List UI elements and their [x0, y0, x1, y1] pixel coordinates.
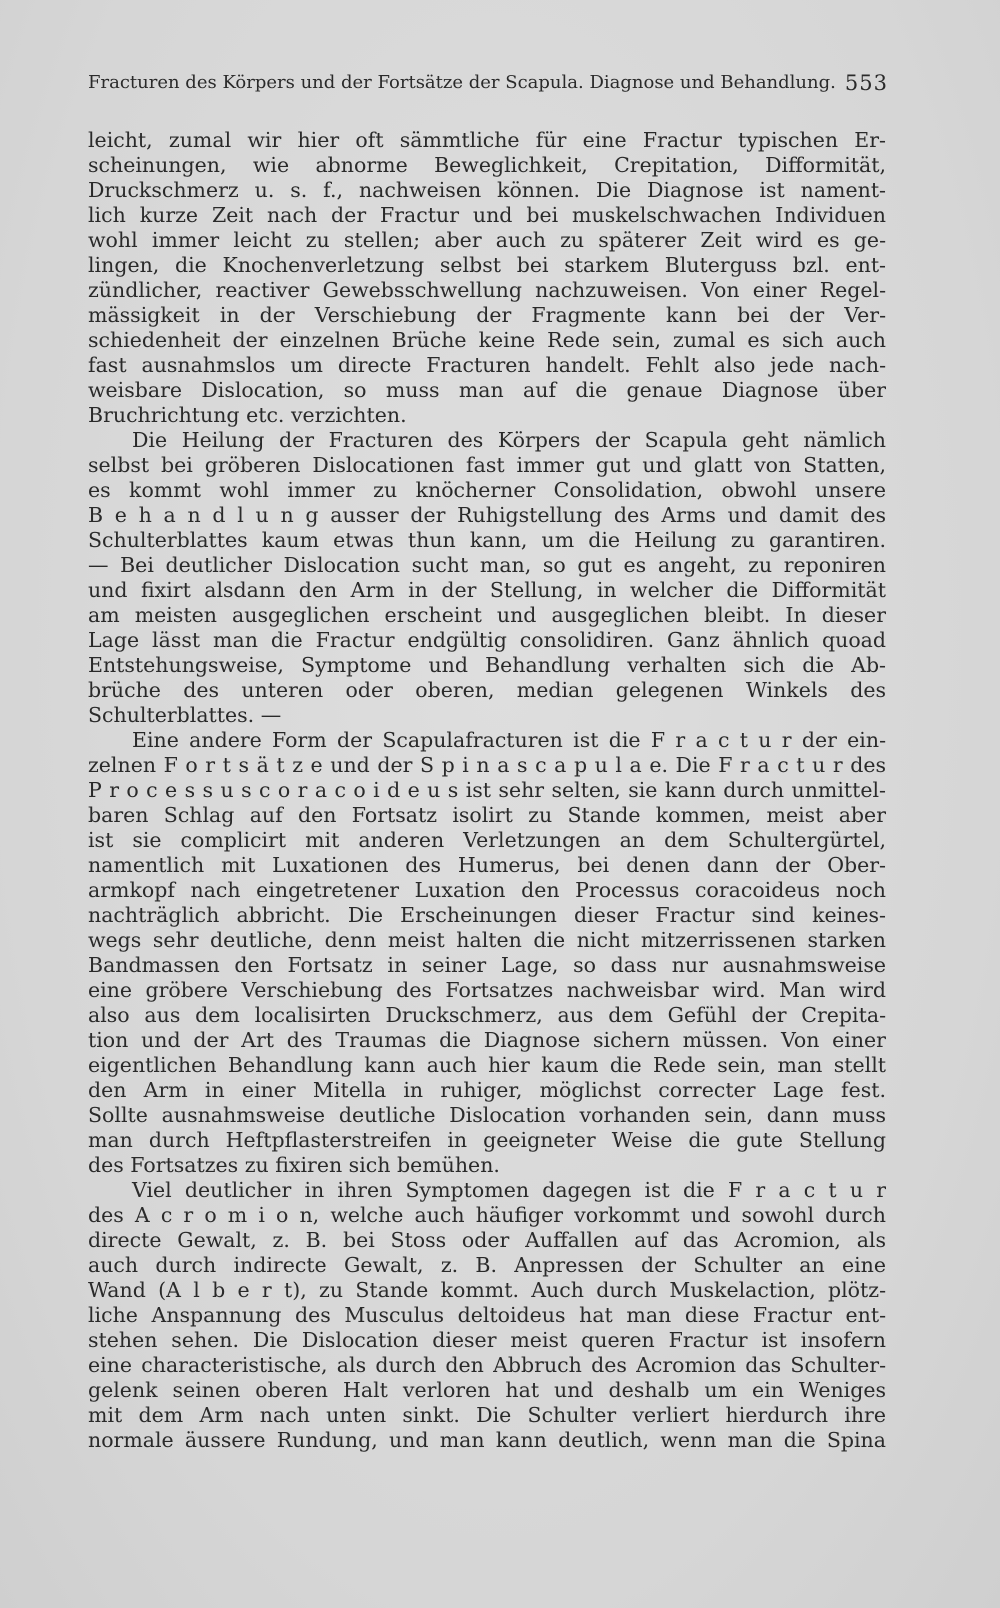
text-line: lingen, die Knochenverletzung selbst bei starkem Bluterguss bzl. ent-: [88, 253, 886, 277]
text-line: Schulterblattes. —: [88, 703, 282, 727]
text-line: B e h a n d l u n g ausser der Ruhigstellung des Arms und damit des: [88, 503, 886, 527]
body-text: [88, 128, 886, 1453]
text-line: zündlicher, reactiver Gewebsschwellung nachzuweisen. Von einer Regel-: [88, 278, 886, 302]
text-line: Bandmassen den Fortsatz in seiner Lage, so dass nur ausnahmsweise: [88, 953, 886, 977]
text-line: weisbare Dislocation, so muss man auf die genaue Diagnose über: [88, 378, 886, 402]
text-line: Bruchrichtung etc. verzichten.: [88, 403, 407, 427]
text-line: wohl immer leicht zu stellen; aber auch zu späterer Zeit wird es ge-: [88, 228, 886, 252]
text-line: auch durch indirecte Gewalt, z. B. Anpressen der Schulter an eine: [88, 1253, 886, 1277]
text-line: armkopf nach eingetretener Luxation den Processus coracoideus noch: [88, 878, 886, 902]
text-line: namentlich mit Luxationen des Humerus, bei denen dann der Ober-: [88, 853, 886, 877]
text-line: lich kurze Zeit nach der Fractur und bei muskelschwachen Individuen: [88, 203, 886, 227]
text-line: Sollte ausnahmsweise deutliche Dislocation vorhanden sein, dann muss: [88, 1103, 886, 1127]
text-line: nachträglich abbricht. Die Erscheinungen dieser Fractur sind keines-: [88, 903, 886, 927]
text-line: zelnen F o r t s ä t z e und der S p i n a s c a p u l a e. Die F r a c t u r des: [88, 753, 886, 777]
text-line: gelenk seinen oberen Halt verloren hat und deshalb um ein Weniges: [88, 1378, 886, 1402]
text-line: den Arm in einer Mitella in ruhiger, möglichst correcter Lage fest.: [88, 1078, 886, 1102]
page-number: 553: [844, 71, 888, 95]
text-line: man durch Heftpflasterstreifen in geeigneter Weise die gute Stellung: [88, 1128, 886, 1152]
text-line: P r o c e s s u s c o r a c o i d e u s ist sehr selten, sie kann durch unmittel-: [88, 778, 886, 802]
text-line: Wand (A l b e r t), zu Stande kommt. Auch durch Muskelaction, plötz-: [88, 1278, 886, 1302]
text-line: brüche des unteren oder oberen, median gelegenen Winkels des: [88, 678, 886, 702]
text-line: Die Heilung der Fracturen des Körpers der Scapula geht nämlich: [132, 428, 886, 452]
text-line: Entstehungsweise, Symptome und Behandlung verhalten sich die Ab-: [88, 653, 886, 677]
text-line: Eine andere Form der Scapulafracturen ist die F r a c t u r der ein-: [132, 728, 886, 752]
text-line: scheinungen, wie abnorme Beweglichkeit, Crepitation, Difformität,: [88, 153, 886, 177]
text-line: Druckschmerz u. s. f., nachweisen können. Die Diagnose ist nament-: [88, 178, 886, 202]
text-line: mit dem Arm nach unten sinkt. Die Schulter verliert hierdurch ihre: [88, 1403, 886, 1427]
text-line: eine gröbere Verschiebung des Fortsatzes nachweisbar wird. Man wird: [88, 978, 886, 1002]
text-line: wegs sehr deutliche, denn meist halten die nicht mitzerrissenen starken: [88, 928, 886, 952]
text-line: ist sie complicirt mit anderen Verletzungen an dem Schultergürtel,: [88, 828, 886, 852]
text-line: leicht, zumal wir hier oft sämmtliche für eine Fractur typischen Er-: [88, 128, 886, 152]
text-line: Schulterblattes kaum etwas thun kann, um die Heilung zu garantiren.: [88, 528, 886, 552]
text-line: fast ausnahmslos um directe Fracturen handelt. Fehlt also jede nach-: [88, 353, 886, 377]
text-line: mässigkeit in der Verschiebung der Fragmente kann bei der Ver-: [88, 303, 886, 327]
text-line: eine characteristische, als durch den Abbruch des Acromion das Schulter-: [88, 1353, 886, 1377]
running-header: [88, 68, 888, 98]
text-line: des A c r o m i o n, welche auch häufiger vorkommt und sowohl durch: [88, 1203, 886, 1227]
text-line: eigentlichen Behandlung kann auch hier kaum die Rede sein, man stellt: [88, 1053, 886, 1077]
text-line: also aus dem localisirten Druckschmerz, aus dem Gefühl der Crepita-: [88, 1003, 886, 1027]
text-line: tion und der Art des Traumas die Diagnose sichern müssen. Von einer: [88, 1028, 886, 1052]
running-header-title: Fracturen des Körpers und der Fortsätze der Scapula. Diagnose und Behandlung.: [88, 72, 836, 93]
text-line: schiedenheit der einzelnen Brüche keine Rede sein, zumal es sich auch: [88, 328, 886, 352]
text-line: am meisten ausgeglichen erscheint und ausgeglichen bleibt. In dieser: [88, 603, 886, 627]
text-line: und fixirt alsdann den Arm in der Stellung, in welcher die Difformität: [88, 578, 886, 602]
text-line: Viel deutlicher in ihren Symptomen dagegen ist die F r a c t u r: [132, 1178, 886, 1202]
text-line: liche Anspannung des Musculus deltoideus hat man diese Fractur ent-: [88, 1303, 886, 1327]
text-line: directe Gewalt, z. B. bei Stoss oder Auffallen auf das Acromion, als: [88, 1228, 886, 1252]
text-line: baren Schlag auf den Fortsatz isolirt zu Stande kommen, meist aber: [88, 803, 886, 827]
text-line: es kommt wohl immer zu knöcherner Consolidation, obwohl unsere: [88, 478, 886, 502]
text-line: selbst bei gröberen Dislocationen fast immer gut und glatt von Statten,: [88, 453, 886, 477]
text-line: Lage lässt man die Fractur endgültig consolidiren. Ganz ähnlich quoad: [88, 628, 886, 652]
text-line: — Bei deutlicher Dislocation sucht man, so gut es angeht, zu reponiren: [88, 553, 886, 577]
text-line: stehen sehen. Die Dislocation dieser meist queren Fractur ist insofern: [88, 1328, 886, 1352]
text-line: normale äussere Rundung, und man kann deutlich, wenn man die Spina: [88, 1428, 886, 1452]
text-line: des Fortsatzes zu fixiren sich bemühen.: [88, 1153, 500, 1177]
